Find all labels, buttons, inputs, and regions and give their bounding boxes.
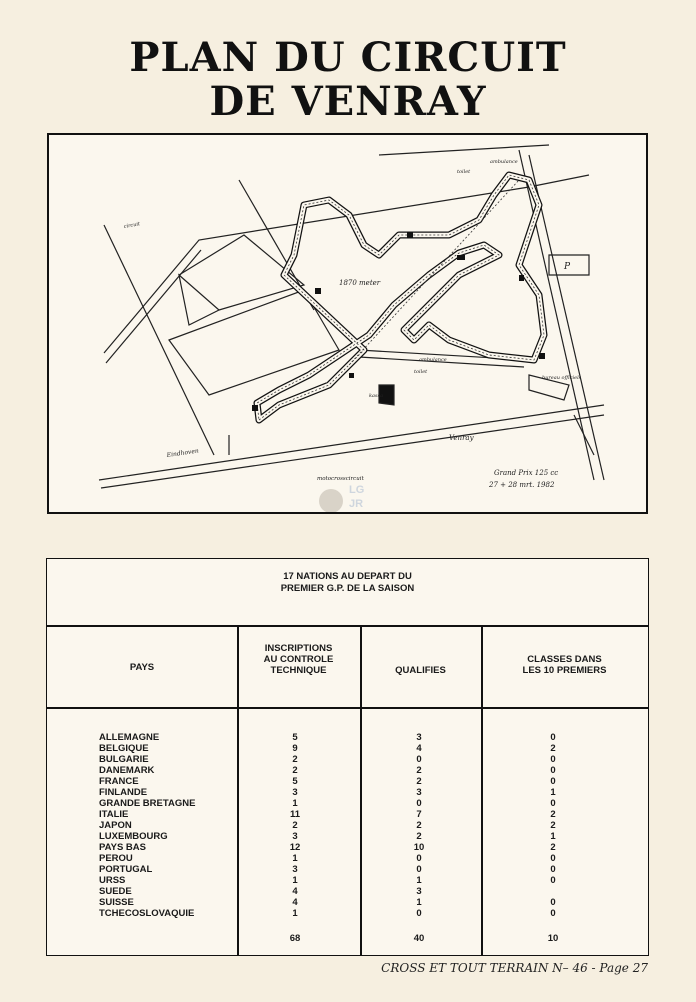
bureau-label: bureau officiels: [542, 375, 582, 381]
event-label-line2: 27 + 28 mrt. 1982: [489, 481, 555, 489]
cell-pays: ITALIE: [99, 809, 129, 820]
results-table: [46, 558, 649, 956]
event-label-line1: Grand Prix 125 cc: [494, 469, 559, 477]
cell-pays: PORTUGAL: [99, 864, 153, 875]
cell-pays: GRANDE BRETAGNE: [99, 798, 196, 809]
cell-insc: 1: [292, 875, 298, 886]
toilet-label-2: toilet: [414, 369, 428, 375]
kassa-label: kassa: [369, 393, 384, 399]
cell-pays: DANEMARK: [99, 765, 155, 776]
cell-class: 0: [550, 908, 556, 919]
header-insc-line2: AU CONTROLE: [263, 654, 334, 665]
header-inscriptions: [237, 643, 360, 676]
cell-pays: JAPON: [99, 820, 132, 831]
cell-pays: SUEDE: [99, 886, 132, 897]
cell-class: 2: [550, 809, 556, 820]
marshal-post: [539, 353, 545, 359]
header-insc-line3: TECHNIQUE: [270, 665, 327, 676]
svg-text:JR: JR: [349, 498, 364, 510]
column-qualifies: [399, 732, 439, 919]
cell-insc: 11: [289, 809, 301, 820]
cell-insc: 4: [292, 886, 298, 897]
cell-insc: 9: [292, 743, 298, 754]
cell-insc: 3: [292, 864, 298, 875]
caption-line2: PREMIER G.P. DE LA SAISON: [280, 583, 415, 594]
header-insc-line1: INSCRIPTIONS: [264, 643, 333, 654]
cell-class: 2: [550, 743, 556, 754]
cell-qual: 3: [416, 732, 422, 743]
cell-class: 1: [550, 787, 556, 798]
cell-qual: 2: [416, 776, 422, 787]
circuit-road-label: circuit: [123, 221, 141, 230]
road-west: [104, 225, 214, 455]
marshal-post: [519, 275, 524, 281]
toilet-label-1: toilet: [457, 169, 471, 175]
cell-pays: BULGARIE: [99, 754, 149, 765]
cell-insc: 2: [292, 765, 298, 776]
cell-class: 0: [550, 853, 556, 864]
total-inscriptions: 68: [289, 933, 301, 944]
cell-qual: 1: [416, 875, 422, 886]
marshal-post: [252, 405, 258, 411]
cell-pays: LUXEMBOURG: [99, 831, 168, 842]
cell-insc: 3: [292, 831, 298, 842]
marshal-post: [315, 288, 321, 294]
marshal-post: [407, 232, 413, 238]
cell-pays: FRANCE: [99, 776, 139, 787]
cell-class: 0: [550, 754, 556, 765]
column-pays: [99, 732, 195, 919]
cell-class: 0: [550, 732, 556, 743]
cell-qual: 10: [413, 842, 425, 853]
cell-pays: ALLEMAGNE: [99, 732, 160, 743]
venray-label: Venray: [449, 434, 474, 442]
cell-insc: 4: [292, 897, 298, 908]
cell-insc: 1: [292, 853, 298, 864]
page-title-line2: DE VENRAY: [209, 78, 487, 125]
cell-class: 0: [550, 798, 556, 809]
ambulance-label-2: ambulance: [419, 357, 447, 363]
cell-class: 0: [550, 776, 556, 787]
cell-insc: 5: [292, 732, 298, 743]
table-caption: [47, 571, 648, 595]
cell-insc: 1: [292, 908, 298, 919]
cell-pays: TCHECOSLOVAQUIE: [99, 908, 195, 919]
cell-class: 1: [550, 831, 556, 842]
header-classes: [481, 654, 648, 676]
parking-label: P: [564, 262, 571, 272]
caption-line1: 17 NATIONS AU DEPART DU: [283, 571, 412, 582]
ambulance-label-1: ambulance: [490, 159, 518, 165]
column-classes: [533, 732, 573, 919]
cell-qual: 0: [416, 908, 422, 919]
cell-class: 2: [550, 820, 556, 831]
cell-pays: PAYS BAS: [99, 842, 146, 853]
page-footer: CROSS ET TOUT TERRAIN N– 46 - Page 27: [381, 961, 648, 975]
cell-qual: 7: [416, 809, 422, 820]
cell-pays: FINLANDE: [99, 787, 148, 798]
cell-pays: URSS: [99, 875, 126, 886]
cell-qual: 0: [416, 754, 422, 765]
header-class-line2: LES 10 PREMIERS: [522, 665, 607, 676]
cell-qual: 4: [416, 743, 422, 754]
cell-qual: 0: [416, 853, 422, 864]
cell-insc: 12: [289, 842, 301, 853]
total-qualifies: 40: [413, 933, 425, 944]
circuit-map-drawing: [49, 135, 646, 512]
cell-class: 0: [550, 765, 556, 776]
cell-class: 0: [550, 897, 556, 908]
marshal-post: [349, 373, 354, 378]
cell-class: 0: [550, 864, 556, 875]
cell-insc: 2: [292, 820, 298, 831]
circuit-map: [47, 133, 648, 514]
cell-qual: 1: [416, 897, 422, 908]
cell-class: [533, 886, 573, 897]
cell-qual: 2: [416, 831, 422, 842]
cell-pays: BELGIQUE: [99, 743, 149, 754]
cell-qual: 0: [416, 864, 422, 875]
cell-pays: PEROU: [99, 853, 133, 864]
cell-insc: 3: [292, 787, 298, 798]
cell-qual: 3: [416, 886, 422, 897]
cell-class: 0: [550, 875, 556, 886]
cell-insc: 2: [292, 754, 298, 765]
eindhoven-label: Eindhoven: [166, 447, 200, 459]
divider: [47, 625, 648, 627]
header-class-line1: CLASSES DANS: [527, 654, 602, 665]
cell-pays: SUISSE: [99, 897, 134, 908]
header-qualifies: QUALIFIES: [395, 665, 446, 676]
cell-qual: 0: [416, 798, 422, 809]
watermark-label: motocrosscircuit: [317, 476, 364, 482]
lg-logo-stamp: [319, 484, 364, 512]
page-title-line1: PLAN DU CIRCUIT: [129, 34, 567, 81]
track-length-label: 1870 meter: [339, 279, 381, 287]
divider: [47, 707, 648, 709]
header-pays: PAYS: [129, 662, 155, 673]
cell-qual: 3: [416, 787, 422, 798]
cell-qual: 2: [416, 820, 422, 831]
total-classes: 10: [547, 933, 559, 944]
cell-qual: 2: [416, 765, 422, 776]
cell-class: 2: [550, 842, 556, 853]
marshal-post: [457, 255, 465, 260]
cell-insc: 5: [292, 776, 298, 787]
svg-text:LG: LG: [349, 484, 365, 496]
column-inscriptions: [275, 732, 315, 919]
cell-insc: 1: [292, 798, 298, 809]
